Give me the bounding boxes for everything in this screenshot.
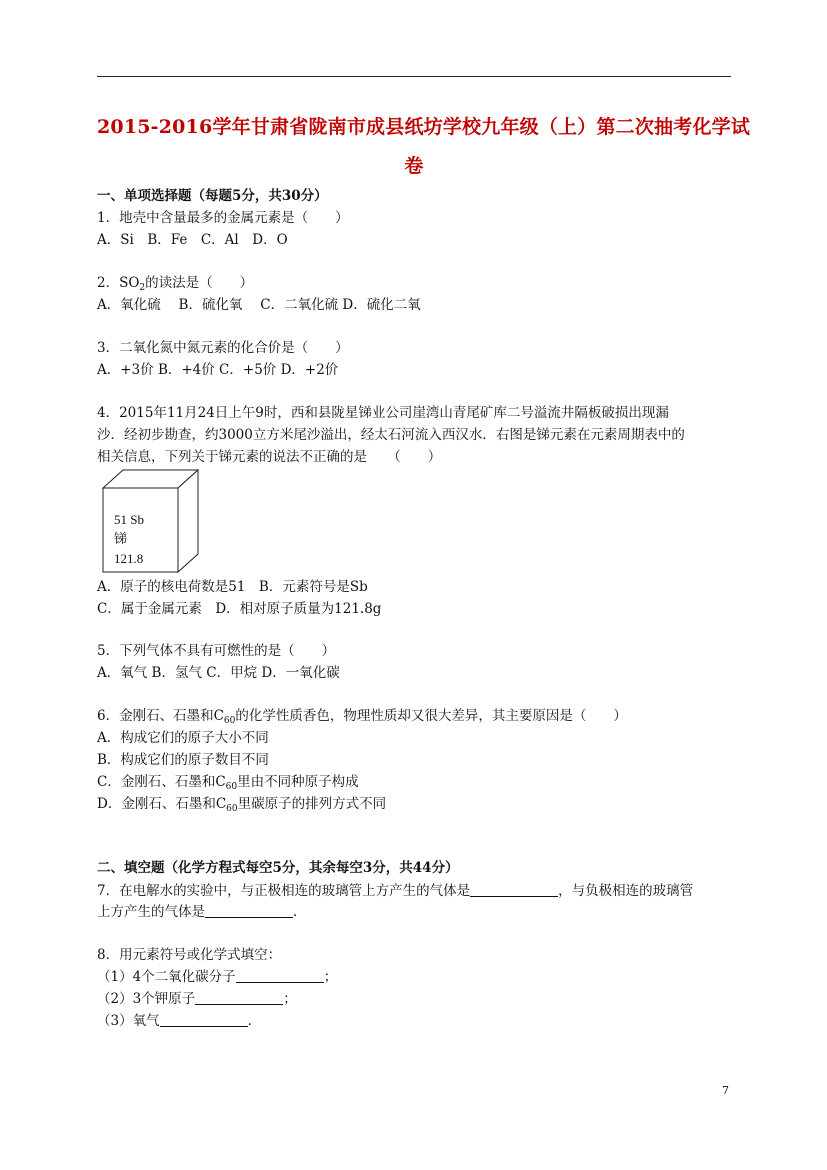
- q1-options: A．Si B．Fe C．Al D．O: [97, 232, 288, 248]
- q8-item-3: [97, 1012, 261, 1030]
- q6-option-d-tail: 里碳原子的排列方式不同: [237, 796, 387, 812]
- q6-option-a: A．构成它们的原子大小不同: [97, 730, 269, 746]
- q8-item-1: [97, 968, 337, 986]
- q8-item-1-text: （1）4个二氧化碳分子: [97, 969, 236, 985]
- q2-stem-text: 2．SO: [97, 275, 140, 291]
- q8-item-1-tail: ；: [323, 969, 338, 985]
- q8-item-3-tail: ．: [247, 1013, 262, 1029]
- q7-text-tail: ，与负极相连的玻璃管: [558, 883, 694, 899]
- q5-options: A．氧气 B．氢气 C．甲烷 D．一氧化碳: [97, 665, 340, 681]
- q4-line-3: 相关信息，下列关于锑元素的说法不正确的是 （ ）: [97, 449, 442, 465]
- q2-stem: [97, 274, 253, 297]
- q7-blank-1[interactable]: [470, 882, 558, 897]
- q6-option-b: B．构成它们的原子数目不同: [97, 752, 269, 768]
- q6-stem: [97, 707, 627, 730]
- page-number: 7: [722, 1084, 729, 1097]
- exam-title-line-2: 卷: [404, 155, 424, 177]
- q6-stem-tail: 的化学性质香色，物理性质却又很大差异，其主要原因是（ ）: [235, 708, 627, 724]
- q6-option-c-text: C．金刚石、石墨和C: [97, 774, 226, 790]
- q8-item-2-text: （2）3个钾原子: [97, 991, 196, 1007]
- q6-stem-text: 6．金刚石、石墨和C: [97, 708, 224, 724]
- q8-item-2: [97, 990, 297, 1008]
- antimony-element-cell: [100, 468, 202, 576]
- q3-options: A．+3价 B．+4价 C．+5价 D．+2价: [97, 362, 339, 378]
- q7-line-2: [97, 903, 307, 921]
- section-2-heading: 二、填空题（化学方程式每空5分，其余每空3分，共44分）: [97, 860, 459, 876]
- q4-line-1: 4．2015年11月24日上午9时，西和县陇星锑业公司崖湾山青尾矿库二号溢流井隔板破损出现漏: [97, 405, 669, 421]
- cell-number-symbol: 51 Sb: [114, 512, 144, 527]
- q8-blank-1[interactable]: [236, 968, 324, 983]
- q6-option-d: [97, 795, 386, 818]
- q8-item-3-text: （3）氧气: [97, 1013, 160, 1029]
- q7-line-2-text: 上方产生的气体是: [97, 904, 205, 920]
- q1-stem: 1．地壳中含量最多的金属元素是（ ）: [97, 210, 349, 226]
- exam-title-line-1: 2015-2016学年甘肃省陇南市成县纸坊学校九年级（上）第二次抽考化学试: [97, 116, 751, 138]
- q4-options-cd: C．属于金属元素 D．相对原子质量为121.8g: [97, 601, 382, 617]
- q2-options: A．氧化硫 B．硫化氧 C．二氧化硫 D．硫化二氧: [97, 297, 421, 313]
- q2-stem-tail: 的读法是（ ）: [145, 275, 254, 291]
- cell-element-name: 锑: [114, 531, 128, 546]
- q8-item-2-tail: ；: [283, 991, 297, 1007]
- q7-line-2-tail: ．: [293, 904, 307, 920]
- q8-blank-2[interactable]: [195, 990, 283, 1005]
- q4-options-ab: A．原子的核电荷数是51 B．元素符号是Sb: [97, 579, 368, 595]
- q7-text: 7．在电解水的实验中，与正极相连的玻璃管上方产生的气体是: [97, 883, 471, 899]
- q8-blank-3[interactable]: [160, 1012, 248, 1027]
- header-rule: [97, 76, 731, 77]
- q5-stem: 5．下列气体不具有可燃性的是（ ）: [97, 643, 336, 659]
- q6-subscript: 60: [223, 716, 236, 726]
- cell-atomic-mass: 121.8: [114, 551, 144, 566]
- q4-line-2: 沙．经初步勘查，约3000立方米尾沙溢出，经太石河流入西汉水．右图是锑元素在元素周期表中的: [97, 427, 685, 443]
- q6-option-d-text: D．金刚石、石墨和C: [97, 796, 227, 812]
- q6-option-d-subscript: 60: [226, 804, 238, 814]
- q7-blank-2[interactable]: [205, 903, 293, 918]
- q6-option-c: [97, 773, 359, 796]
- q6-option-c-subscript: 60: [225, 782, 238, 792]
- q7-line-1: [97, 882, 693, 900]
- section-1-heading: 一、单项选择题（每题5分，共30分）: [97, 188, 328, 204]
- q2-subscript: 2: [139, 283, 146, 293]
- q3-stem: 3．二氧化氮中氮元素的化合价是（ ）: [97, 340, 349, 356]
- q8-stem: 8．用元素符号或化学式填空：: [97, 947, 282, 963]
- q6-option-c-tail: 里由不同种原子构成: [237, 774, 359, 790]
